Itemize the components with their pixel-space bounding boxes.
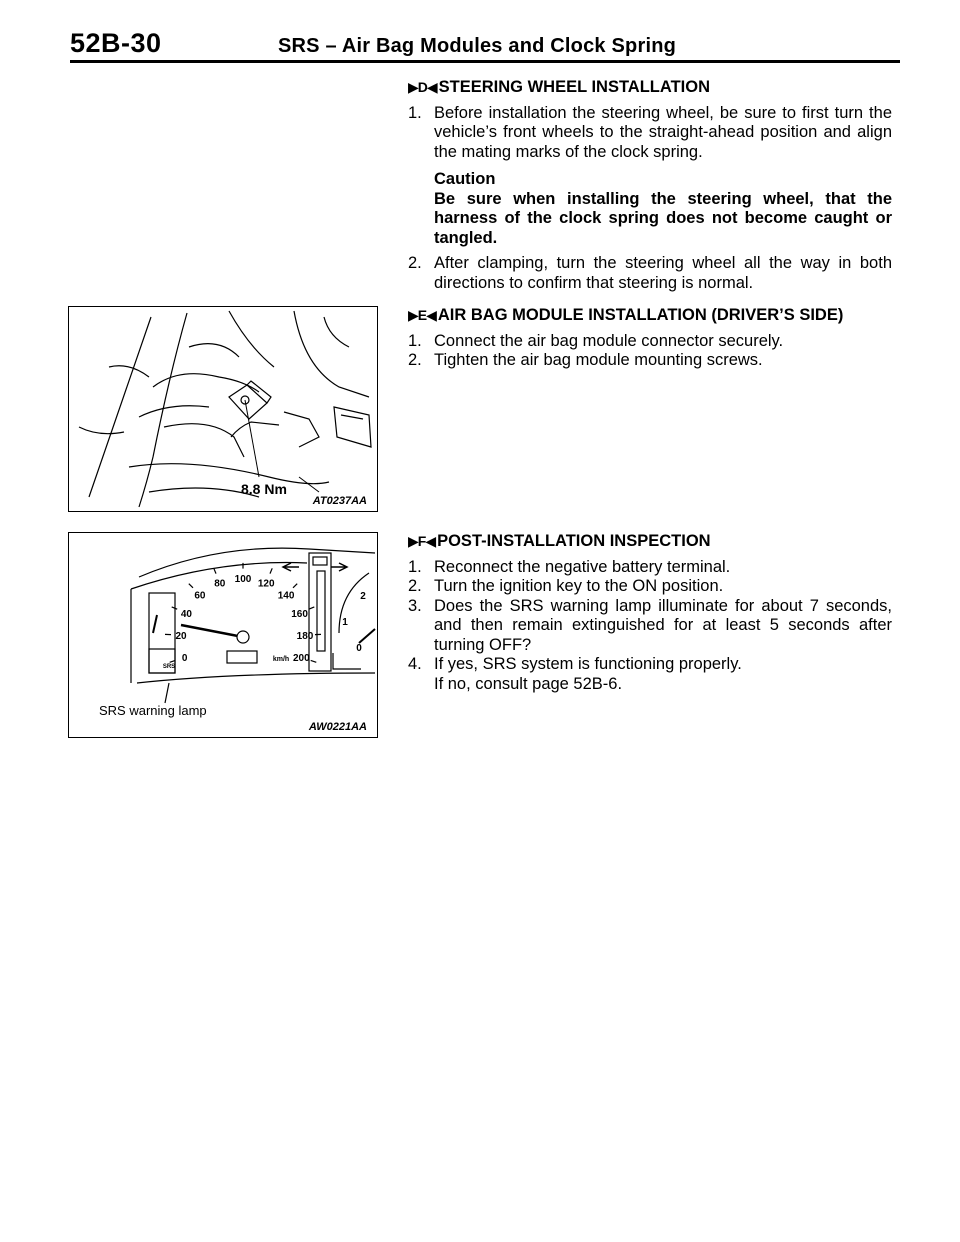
header-rule <box>70 60 900 63</box>
tachometer-tick-label: 0 <box>356 643 362 654</box>
section-title: STEERING WHEEL INSTALLATION <box>438 78 710 96</box>
section-title: AIR BAG MODULE INSTALLATION (DRIVER’S SIDE) <box>437 306 844 324</box>
speedometer-tick-mark <box>189 584 193 588</box>
speedometer-tick-label: 80 <box>214 578 226 590</box>
caution-label: Caution <box>434 170 496 188</box>
section-marker: ▶F◀ <box>408 533 436 549</box>
section-heading <box>408 78 892 98</box>
speedometer-tick-label: 180 <box>296 630 314 642</box>
speedometer-tick-label: 160 <box>291 609 308 620</box>
torque-label: 8.8 Nm <box>241 481 287 497</box>
figure-code: AT0237AA <box>312 495 367 507</box>
list-item: 2. Tighten the air bag module mounting screws. <box>408 351 763 369</box>
figure-code: AW0221AA <box>308 721 367 733</box>
speedometer-tick-mark <box>311 660 317 662</box>
speedometer-tick-label: 60 <box>194 590 206 602</box>
section-title: POST-INSTALLATION INSPECTION <box>437 532 711 550</box>
speedometer-tick-label: 20 <box>175 630 187 642</box>
figure-airbag-mounting-screw <box>68 306 378 512</box>
list-item: 1. Reconnect the negative battery terminal. <box>408 557 731 576</box>
section-air-bag-module-installation <box>408 306 892 371</box>
section-marker: ▶D◀ <box>408 79 437 95</box>
section-steering-wheel-installation <box>408 78 892 293</box>
steering-illustration <box>69 307 377 511</box>
page-header <box>70 28 890 60</box>
speedometer-tick-label: 120 <box>257 578 275 590</box>
speedometer-tick-mark <box>270 568 272 573</box>
speedometer-tick-mark <box>214 568 216 573</box>
speedometer-tick-label: 140 <box>277 590 295 602</box>
section-heading <box>408 306 892 326</box>
speedometer-tick-label: 0 <box>181 653 188 665</box>
section-post-installation-inspection <box>408 532 892 694</box>
list-item: 2. Turn the ignition key to the ON position. <box>408 577 724 595</box>
speedometer-tick-label: 40 <box>180 609 192 620</box>
tachometer-tick-label: 2 <box>360 591 366 602</box>
section-heading <box>408 532 892 552</box>
figure-instrument-cluster <box>68 532 378 738</box>
speedometer-tick-mark <box>293 584 297 588</box>
caution-note <box>434 170 892 248</box>
srs-lamp-text: SRS <box>162 664 176 670</box>
list-item: 3. Does the SRS warning lamp illuminate for about 7 seconds, and then remain extinguished for at least 5 seconds after turning OFF? <box>408 596 892 654</box>
list-item: 4. If yes, SRS system is functioning properly. If no, consult page 52B-6. <box>408 655 742 693</box>
caution-text: Be sure when installing the steering wheel, that the harness of the clock spring does not become caught or tangled. <box>434 189 892 247</box>
callout-label: SRS warning lamp <box>99 703 207 718</box>
speedometer-tick-mark <box>309 607 315 609</box>
speedometer-tick-label: 100 <box>234 574 252 586</box>
page-number: 52B-30 <box>70 28 162 58</box>
page-title: SRS – Air Bag Modules and Clock Spring <box>278 35 677 57</box>
list-item: 1. Before installation the steering wheel, be sure to first turn the vehicle’s front wheels to the straight-ahead position and align the mating marks of the clock spring. <box>408 103 892 161</box>
list-item: 1. Connect the air bag module connector securely. <box>408 331 784 350</box>
list-item: 2. After clamping, turn the steering wheel all the way in both directions to confirm that steering is normal. <box>408 254 892 292</box>
speed-unit-label: km/h <box>272 656 290 663</box>
section-marker: ▶E◀ <box>408 307 436 323</box>
tachometer-tick-label: 1 <box>342 617 348 628</box>
speedometer-tick-label: 200 <box>292 653 310 665</box>
